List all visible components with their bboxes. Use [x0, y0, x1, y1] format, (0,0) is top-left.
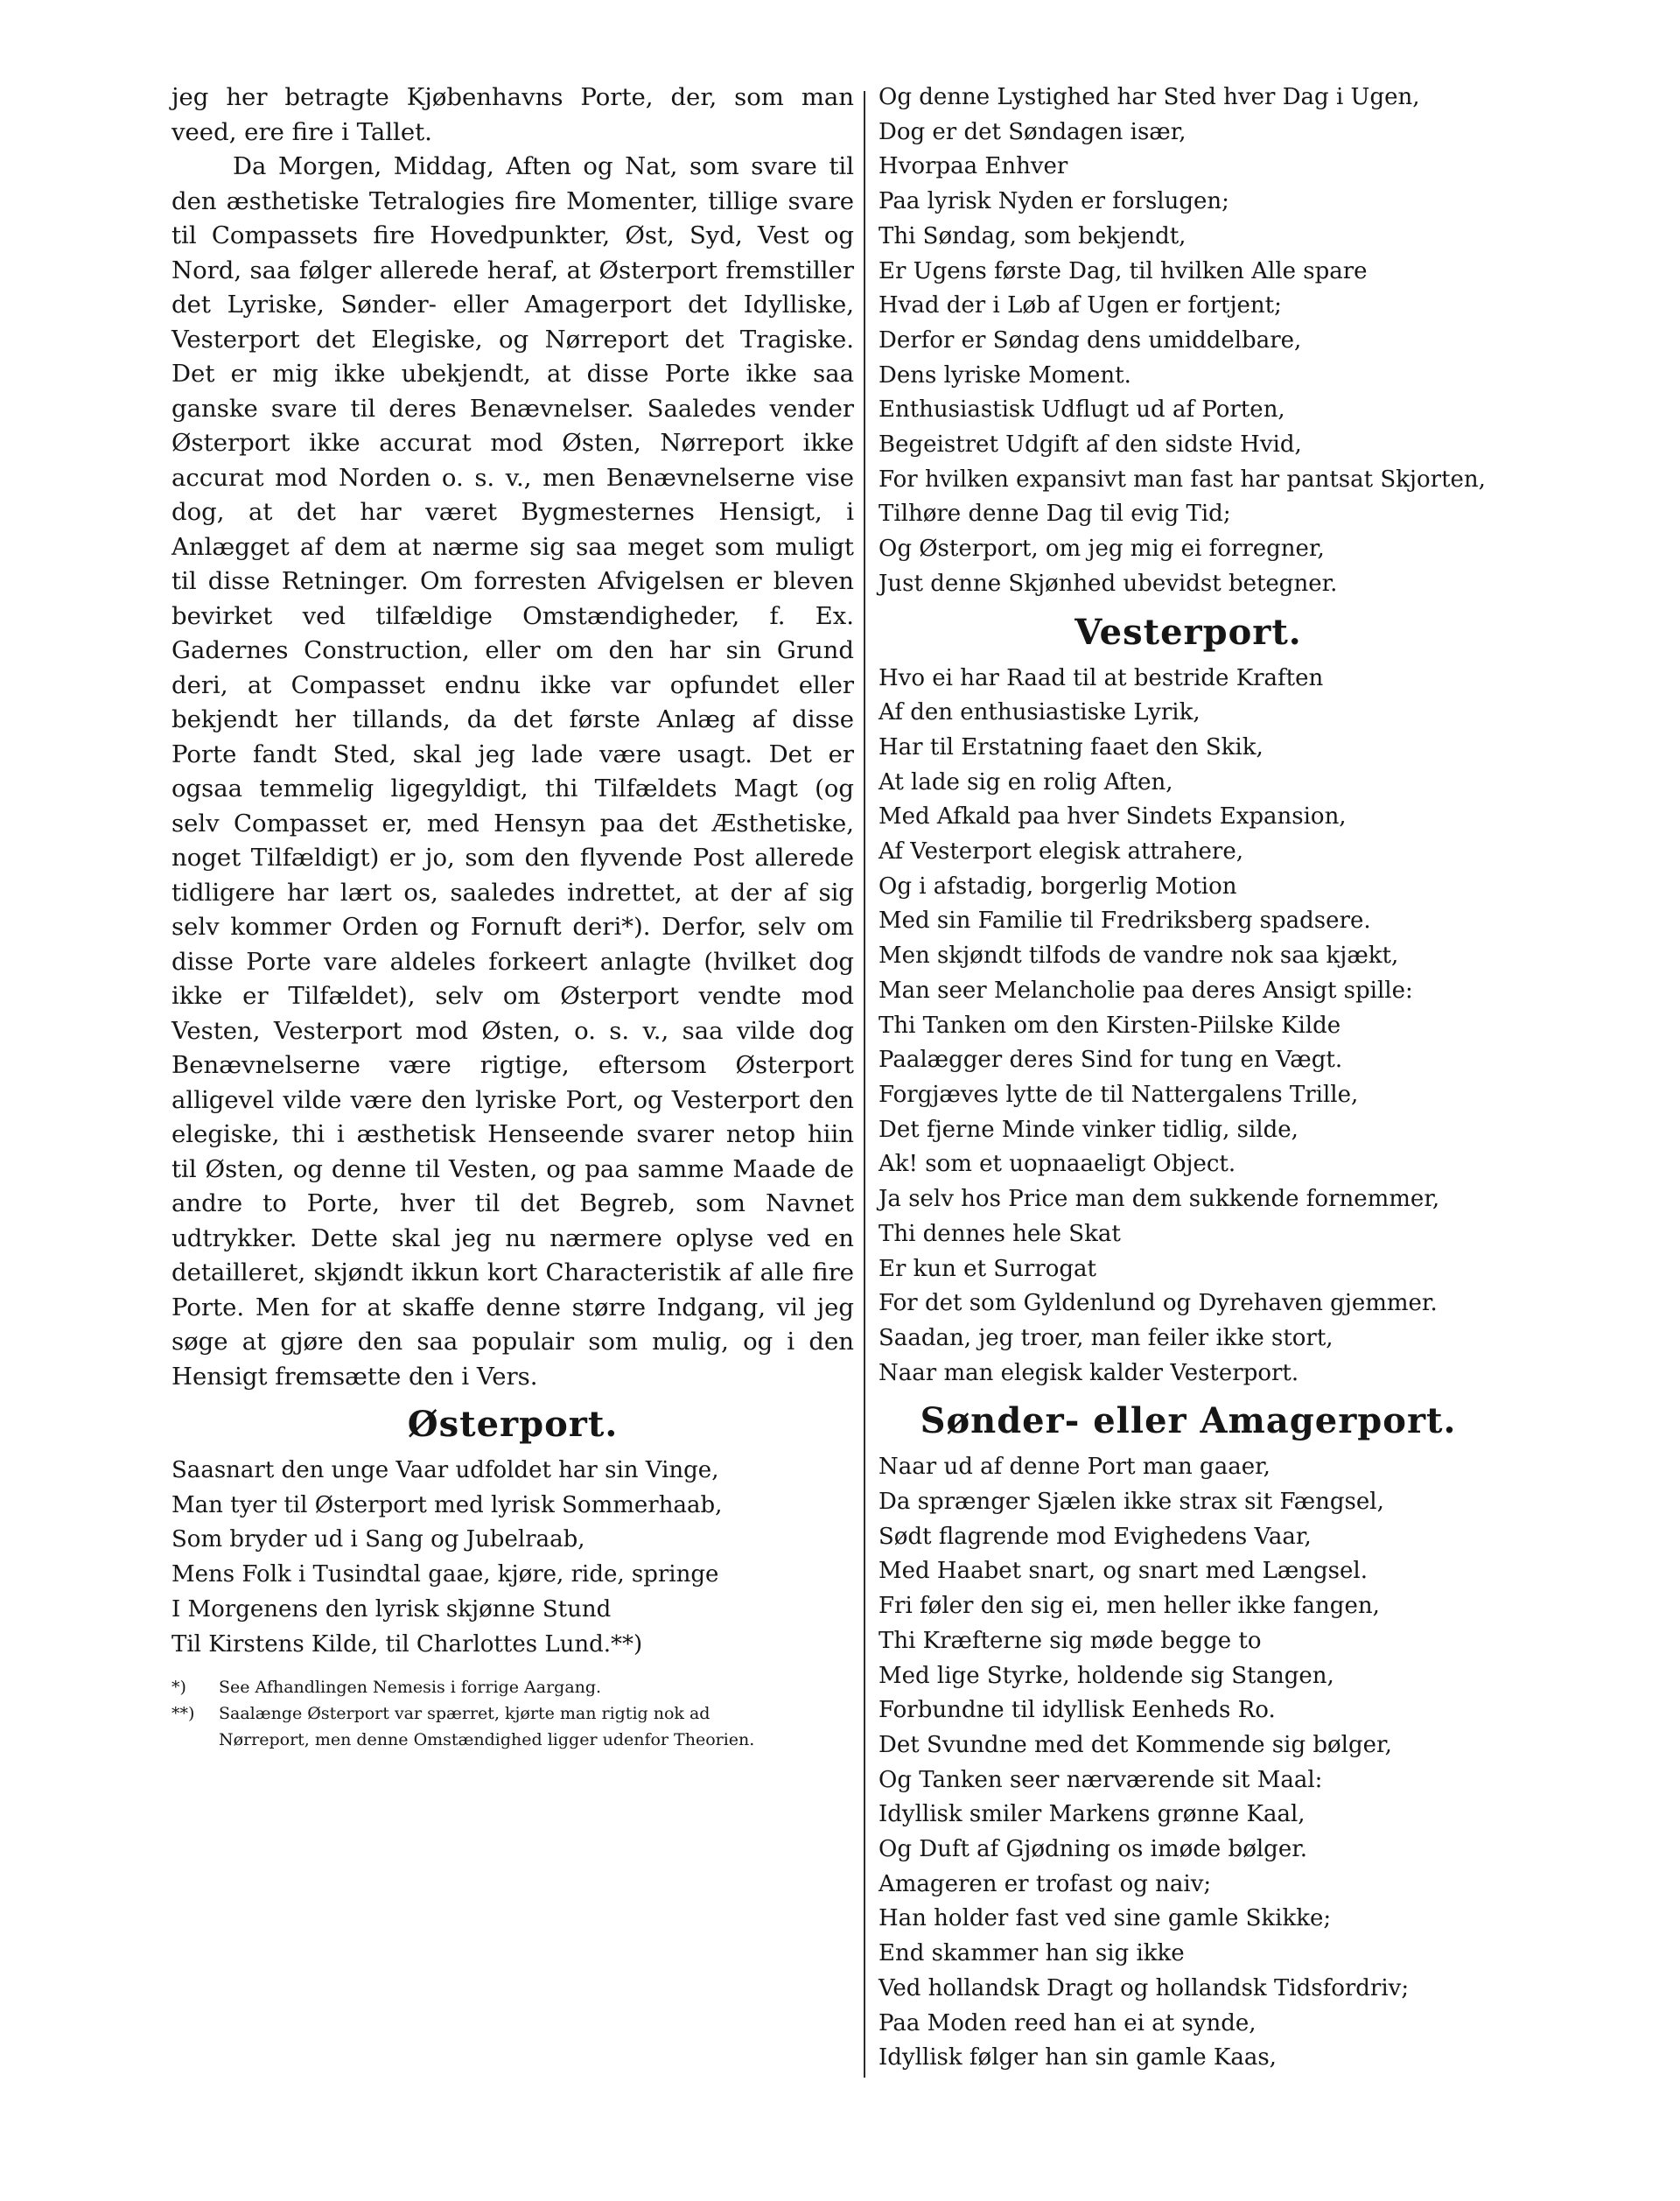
heading-osterport: Østerport.: [407, 1404, 619, 1445]
verse-line: Dog er det Søndagen især,: [878, 118, 1186, 145]
footnote-2: [172, 1700, 854, 1727]
verse-line: Man tyer til Østerport med lyrisk Sommerhaab,: [172, 1491, 723, 1518]
verse-line: Og Duft af Gjødning os imøde bølger.: [878, 1836, 1308, 1863]
verse-line: Hvo ei har Raad til at bestride Kraften: [878, 664, 1324, 691]
verse-line: Med Afkald paa hver Sindets Expansion,: [878, 803, 1347, 831]
verse-line: Paa lyrisk Nyden er forslugen;: [878, 188, 1229, 215]
verse-line: Ak! som et uopnaaeligt Object.: [878, 1151, 1236, 1178]
verse-line: Derfor er Søndag dens umiddelbare,: [878, 326, 1302, 354]
left-column: [172, 81, 854, 1753]
verse-line: Thi Søndag, som bekjendt,: [878, 222, 1186, 249]
verse-line: I Morgenens den lyrisk skjønne Stund: [172, 1595, 612, 1623]
verse-line: Til Kirstens Kilde, til Charlottes Lund.**): [172, 1630, 643, 1658]
verse-line: Dens lyriske Moment.: [878, 361, 1131, 389]
verse-amagerport: [875, 1450, 1502, 2076]
heading-amagerport: Sønder- eller Amagerport.: [920, 1400, 1457, 1442]
verse-line: Tilhøre denne Dag til evig Tid;: [878, 501, 1231, 528]
footnote-text: See Afhandlingen Nemesis i forrige Aargang.: [219, 1678, 602, 1698]
verse-line: Med sin Familie til Fredriksberg spadsere.: [878, 908, 1371, 935]
verse-line: Med lige Styrke, holdende sig Stangen,: [878, 1662, 1334, 1689]
verse-line: Det fjerne Minde vinker tidlig, silde,: [878, 1116, 1298, 1143]
verse-line: Med Haabet snart, og snart med Længsel.: [878, 1558, 1368, 1585]
verse-line: Er Ugens første Dag, til hvilken Alle spare: [878, 257, 1368, 284]
verse-line: Og i afstadig, borgerlig Motion: [878, 873, 1237, 900]
verse-line: Begeistret Udgift af den sidste Hvid,: [878, 431, 1302, 459]
verse-line: Amageren er trofast og naiv;: [878, 1870, 1212, 1897]
verse-line: For hvilken expansivt man fast har pantsat Skjorten,: [878, 466, 1486, 493]
verse-line: Paalægger deres Sind for tung en Vægt.: [878, 1047, 1343, 1074]
verse-line: Men skjøndt tilfods de vandre nok saa kjækt,: [878, 943, 1399, 970]
verse-line: Og denne Lystighed har Sted hver Dag i Ugen,: [878, 84, 1420, 110]
verse-line: Da sprænger Sjælen ikke strax sit Fængsel,: [878, 1489, 1384, 1516]
verse-line: For det som Gyldenlund og Dyrehaven gjemmer.: [878, 1290, 1438, 1317]
verse-line: Saasnart den unge Vaar udfoldet har sin Vinge,: [172, 1457, 719, 1483]
footnote-mark: **): [172, 1704, 195, 1724]
verse-line: End skammer han sig ikke: [878, 1940, 1185, 1967]
verse-line: Og Tanken seer nærværende sit Maal:: [878, 1766, 1323, 1793]
verse-osterport: [172, 1454, 854, 1662]
verse-line: At lade sig en rolig Aften,: [878, 768, 1173, 796]
heading-vesterport: Vesterport.: [1074, 611, 1302, 653]
footnote-1: [172, 1674, 854, 1700]
intro-prose: [172, 81, 854, 1394]
right-column: [875, 81, 1502, 2076]
verse-line: Forgjæves lytte de til Nattergalens Trille,: [878, 1081, 1359, 1108]
footnote-text: Saalænge Østerport var spærret, kjørte man rigtig nok ad: [219, 1704, 710, 1724]
verse-line: Hvorpaa Enhver: [878, 153, 1068, 180]
verse-line: Naar ud af denne Port man gaaer,: [878, 1454, 1270, 1481]
column-divider: [864, 91, 865, 2078]
verse-line: Har til Erstatning faaet den Skik,: [878, 733, 1264, 761]
verse-osterport-continued: [875, 81, 1502, 602]
footnotes: [172, 1674, 854, 1753]
verse-line: Fri føler den sig ei, men heller ikke fangen,: [878, 1593, 1380, 1620]
verse-line: Just denne Skjønhed ubevidst betegner.: [878, 570, 1338, 597]
verse-line: Ved hollandsk Dragt og hollandsk Tidsfordriv;: [878, 1974, 1410, 2001]
verse-line: Saadan, jeg troer, man feiler ikke stort,: [878, 1324, 1334, 1351]
verse-line: Forbundne til idyllisk Eenheds Ro.: [878, 1697, 1276, 1724]
verse-line: Og Østerport, om jeg mig ei forregner,: [878, 536, 1325, 563]
verse-line: Idyllisk smiler Markens grønne Kaal,: [878, 1801, 1306, 1828]
verse-line: Sødt flagrende mod Evighedens Vaar,: [878, 1523, 1312, 1550]
verse-line: Mens Folk i Tusindtal gaae, kjøre, ride, springe: [172, 1561, 719, 1588]
verse-vesterport: [875, 662, 1502, 1391]
verse-line: Enthusiastisk Udflugt ud af Porten,: [878, 396, 1285, 424]
verse-line: Ja selv hos Price man dem sukkende fornemmer,: [878, 1186, 1440, 1213]
verse-line: Af den enthusiastiske Lyrik,: [878, 699, 1200, 726]
verse-line: Af Vesterport elegisk attrahere,: [878, 838, 1243, 866]
verse-line: Er kun et Surrogat: [878, 1255, 1096, 1282]
verse-line: Som bryder ud i Sang og Jubelraab,: [172, 1526, 585, 1553]
prose-paragraph-2: Da Morgen, Middag, Aften og Nat, som svare til den æsthetiske Tetralogies fire Momenter, tillige svare til Compassets fire Hovedpunkter, Øst, Syd, Vest og Nord, saa følger allerede heraf, at Østerport fremstiller det Lyriske, Sønder- eller Amagerport det Idylliske, Vesterport det Elegiske, og Nørreport det Tragiske. Det er mig ikke ubekjendt, at disse Porte ikke saa ganske svare til deres Benævnelser. Saaledes vender Østerport ikke accurat mod Østen, Nørreport ikke accurat mod Norden o. s. v., men Benævnelserne vise dog, at det har været Bygmesternes Hensigt, i Anlægget af dem at nærme sig saa meget som muligt til disse Retninger. Om forresten Afvigelsen er bleven bevirket ved tilfældige Omstændigheder, f. Ex. Gadernes Construction, eller om den har sin Grund deri, at Compasset endnu ikke var opfundet eller bekjendt her tillands, da det første Anlæg af disse Porte fandt Sted, skal jeg lade være usagt. Det er ogsaa temmelig ligegyldigt, thi Tilfældets Magt (og selv Compasset er, med Hensyn paa det Æsthetiske, noget Tilfældigt) er jo, som den flyvende Post allerede tidligere har lært os, saaledes indrettet, at der af sig selv kommer Orden og Fornuft deri*). Derfor, selv om disse Porte vare aldeles forkeert anlagte (hvilket dog ikke er Tilfældet), selv om Østerport vendte mod Vesten, Vesterport mod Østen, o. s. v., saa vilde dog Benævnelserne være rigtige, eftersom Østerport alligevel vilde være den lyriske Port, og Vesterport den elegiske, thi i æsthetisk Henseende svarer netop hiin til Østen, og denne til Vesten, og paa samme Maade de andre to Porte, hver til det Begreb, som Navnet udtrykker. Dette skal jeg nu nærmere oplyse ved en detailleret, skjøndt ikkun kort Characteristik af alle fire Porte. Men for at skaffe denne større Indgang, vil jeg søge at gjøre den saa populair som mulig, og i den Hensigt fremsætte den i Vers.: [172, 152, 854, 1391]
verse-line: Thi Tanken om den Kirsten-Piilske Kilde: [878, 1012, 1341, 1039]
footnote-mark: *): [172, 1678, 186, 1698]
verse-line: Naar man elegisk kalder Vesterport.: [878, 1359, 1299, 1386]
verse-line: Man seer Melancholie paa deres Ansigt spille:: [878, 977, 1413, 1004]
verse-line: Thi dennes hele Skat: [878, 1220, 1121, 1247]
verse-line: Hvad der i Løb af Ugen er fortjent;: [878, 292, 1282, 319]
footnote-text: Nørreport, men denne Omstændighed ligger udenfor Theorien.: [219, 1730, 755, 1750]
footnote-2-continued: [172, 1727, 854, 1753]
verse-line: Thi Kræfterne sig møde begge to: [878, 1627, 1262, 1654]
verse-line: Han holder fast ved sine gamle Skikke;: [878, 1905, 1332, 1932]
verse-line: Paa Moden reed han ei at synde,: [878, 2009, 1256, 2036]
verse-line: Idyllisk følger han sin gamle Kaas,: [878, 2044, 1277, 2071]
verse-line: Det Svundne med det Kommende sig bølger,: [878, 1731, 1392, 1758]
prose-paragraph-1: jeg her betragte Kjøbenhavns Porte, der, som man veed, ere fire i Tallet.: [172, 83, 854, 146]
